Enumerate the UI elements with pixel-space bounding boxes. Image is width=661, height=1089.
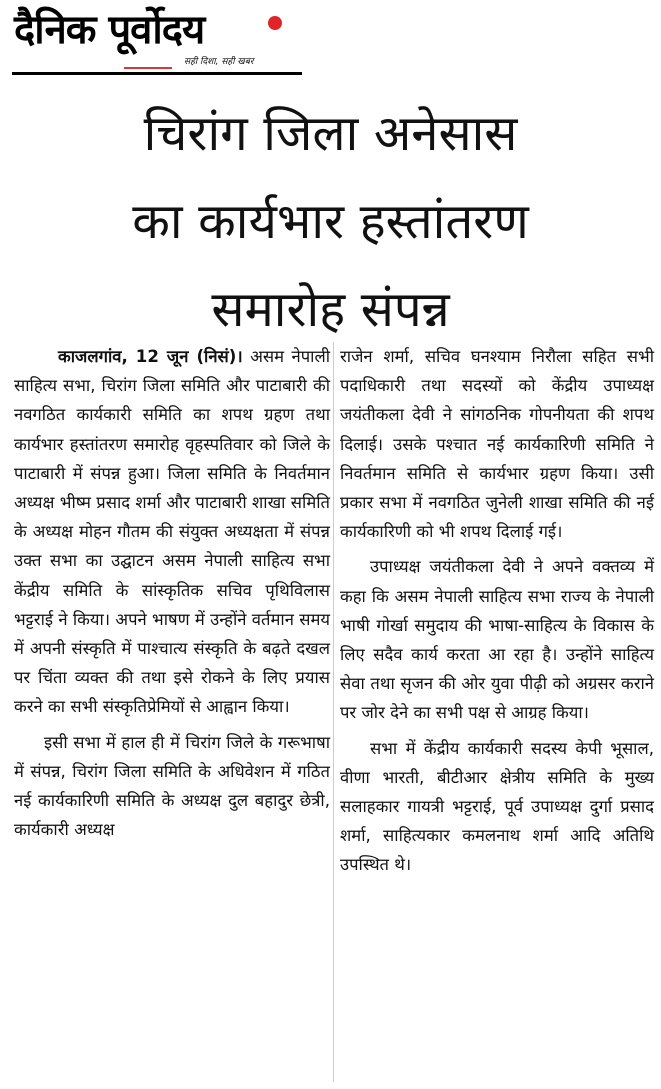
article-paragraph: उपाध्यक्ष जयंतीकला देवी ने अपने वक्तव्य में कहा कि असम नेपाली साहित्य सभा राज्य के नेपाली भाषी गोर्खा समुदाय की भाषा-साहित्य के विकास के लिए सदैव कार्य करता आ रहा है। उन्होंने साहित्य सेवा तथा सृजन की ओर युवा पीढ़ी को अग्रसर कराने पर जोर देने का सभी पक्ष से आग्रह किया। bbox=[340, 557, 654, 723]
masthead bbox=[12, 4, 302, 75]
article-paragraph bbox=[14, 342, 330, 722]
paragraph-text: असम नेपाली साहित्य सभा, चिरांग जिला समिति और पाटाबारी की नवगठित कार्यकारी समिति का शपथ ग्रहण तथा कार्यभार हस्तांतरण समारोह वृहस्पतिवार को जिले के पाटाबारी में संपन्न हुआ। जिला समिति के निवर्तमान अध्यक्ष भीष्म प्रसाद शर्मा और पाटाबारी शाखा समिति के अध्यक्ष मोहन गौतम की संयुक्त अध्यक्षता में संपन्न उक्त सभा का उद्घाटन असम नेपाली साहित्य सभा केंद्रीय समिति के सांस्कृतिक सचिव पृथिविलास भट्टराई ने किया। अपने भाषण में उन्होंने वर्तमान समय में अपनी संस्कृति में पाश्चात्य संस्कृति के बढ़ते दखल पर चिंता व्यक्त की तथा इसे रोकने के लिए प्रयास करने का सभी संस्कृतिप्रेमियों से आह्वान किया। bbox=[14, 347, 331, 717]
headline-line-1: चिरांग जिला अनेसास bbox=[143, 105, 518, 162]
column-divider bbox=[333, 342, 334, 1082]
dateline: काजलगांव, 12 जून (निसं)। bbox=[58, 347, 243, 366]
headline-line-3: समारोह संपन्न bbox=[211, 281, 450, 338]
article-column-right bbox=[340, 342, 654, 880]
article-headline bbox=[10, 90, 651, 354]
masthead-accent-line bbox=[124, 67, 172, 69]
headline-line-2: का कार्यभार हस्तांतरण bbox=[132, 193, 529, 250]
newspaper-logo-title: दैनिक पूर्वोदय bbox=[14, 7, 205, 53]
article-paragraph: इसी सभा में हाल ही में चिरांग जिले के गरूभाषा में संपन्न, चिरांग जिला समिति के अधिवेशन में गठित नई कार्यकारिणी समिति के अध्यक्ष दुल बहादुर छेत्री, कार्यकारी अध्यक्ष bbox=[14, 732, 330, 840]
masthead-tagline: सही दिशा, सही खबर bbox=[184, 57, 254, 67]
article-paragraph: सभा में केंद्रीय कार्यकारी सदस्य केपी भूसाल, वीणा भारती, बीटीआर क्षेत्रीय समिति के मुख्य सलाहकार गायत्री भट्टराई, पूर्व उपाध्यक्ष दुर्गा प्रसाद शर्मा, साहित्यकार कमलनाथ शर्मा आदि अतिथि उपस्थित थे। bbox=[340, 738, 654, 875]
article-column-left bbox=[14, 342, 330, 844]
logo-dot-icon bbox=[268, 16, 282, 30]
article-paragraph: राजेन शर्मा, सचिव घनश्याम निरौला सहित सभी पदाधिकारी तथा सदस्यों को केंद्रीय उपाध्यक्ष जयंतीकला देवी ने सांगठनिक गोपनीयता की शपथ दिलाई। उसके पश्चात नई कार्यकारिणी समिति ने निवर्तमान समिति से कार्यभार ग्रहण किया। उसी प्रकार सभा में नवगठित जुनेली शाखा समिति की नई कार्यकारिणी को भी शपथ दिलाई गई। bbox=[340, 347, 654, 542]
